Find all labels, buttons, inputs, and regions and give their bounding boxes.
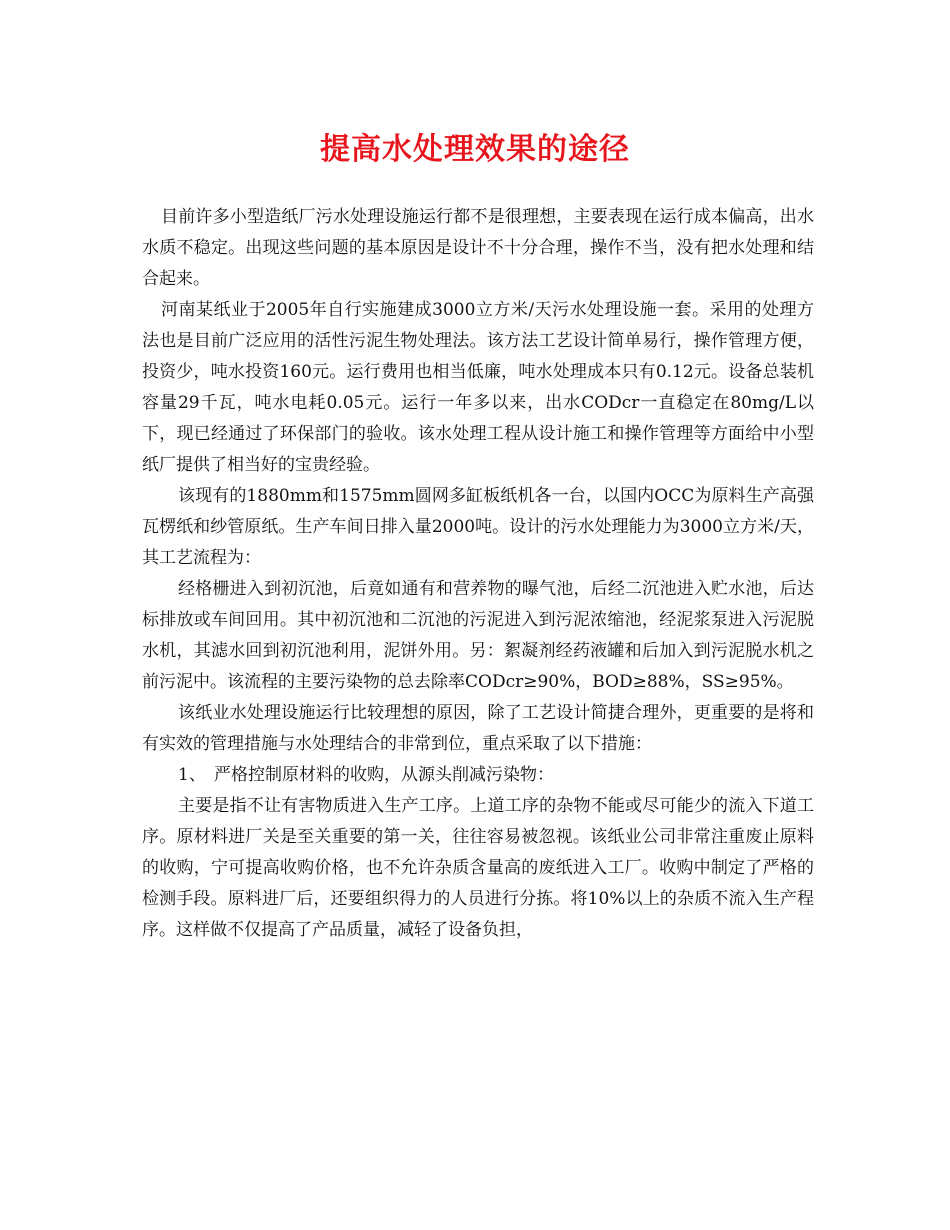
paragraph-process-flow: 经格栅进入到初沉池，后竟如通有和营养物的曝气池，后经二沉池进入贮水池，后达标排放或车间回用。其中初沉池和二沉池的污泥进入到污泥浓缩池，经泥浆泵进入污泥脱水机，其滤水回到初沉池利用，泥饼外用。另：絮凝剂经药液罐和后加入到污泥脱水机之前污泥中。该流程的主要污染物的总去除率CODcr≥90%，BOD≥88%，SS≥95%。 bbox=[142, 579, 814, 692]
list-item-text: 严格控制原材料的收购，从源头削减污染物： bbox=[214, 765, 554, 785]
document-title: 提高水处理效果的途径 bbox=[320, 132, 630, 167]
paragraph-reasons: 该纸业水处理设施运行比较理想的原因，除了工艺设计简捷合理外，更重要的是将和有实效的管理措施与水处理结合的非常到位，重点采取了以下措施： bbox=[142, 703, 814, 754]
document-body bbox=[142, 202, 814, 946]
paragraph-intro: 目前许多小型造纸厂污水处理设施运行都不是很理想，主要表现在运行成本偏高，出水水质不稳定。出现这些问题的基本原因是设计不十分合理，操作不当，没有把水处理和结合起来。 bbox=[142, 207, 814, 289]
paragraph-equipment: 该现有的1880mm和1575mm圆网多缸板纸机各一台，以国内OCC为原料生产高强瓦楞纸和纱管原纸。生产车间日排入量2000吨。设计的污水处理能力为3000立方米/天，其工艺流程为： bbox=[142, 486, 814, 568]
paragraph-raw-material: 主要是指不让有害物质进入生产工序。上道工序的杂物不能或尽可能少的流入下道工序。原材料进厂关是至关重要的第一关，往往容易被忽视。该纸业公司非常注重废止原料的收购，宁可提高收购价格，也不允许杂质含量高的废纸进入工厂。收购中制定了严格的检测手段。原料进厂后，还要组织得力的人员进行分拣。将10%以上的杂质不流入生产程序。这样做不仅提高了产品质量，减轻了设备负担， bbox=[142, 796, 814, 940]
paragraph-case-overview: 河南某纸业于2005年自行实施建成3000立方米/天污水处理设施一套。采用的处理方法也是目前广泛应用的活性污泥生物处理法。该方法工艺设计简单易行，操作管理方便，投资少，吨水投资160元。运行费用也相当低廉，吨水处理成本只有0.12元。设备总装机容量29千瓦，吨水电耗0.05元。运行一年多以来，出水CODcr一直稳定在80mg/L以下，现已经通过了环保部门的验收。该水处理工程从设计施工和操作管理等方面给中小型纸厂提供了相当好的宝贵经验。 bbox=[142, 300, 814, 475]
list-item-number: 1、 bbox=[178, 765, 206, 785]
list-item-1 bbox=[142, 760, 814, 791]
